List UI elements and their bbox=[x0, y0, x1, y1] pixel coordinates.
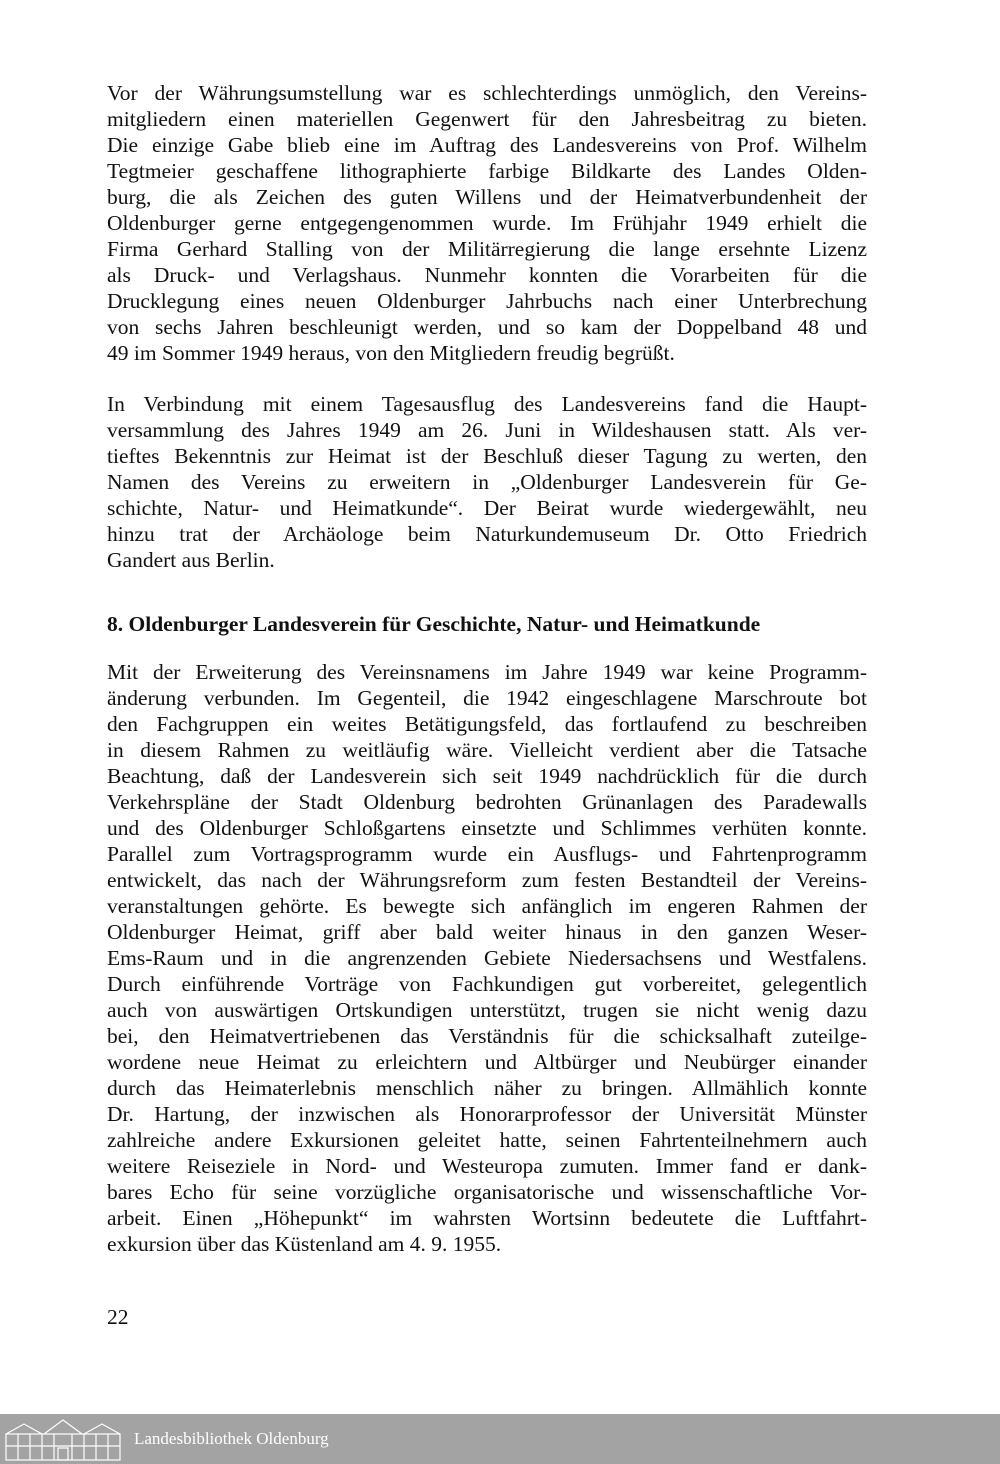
text-line: wordene neue Heimat zu erleichtern und Altbürger und Neubürger einander bbox=[107, 1050, 867, 1074]
text-line: bares Echo für seine vorzügliche organisatorische und wissenschaftliche Vor- bbox=[107, 1180, 867, 1204]
text-line: Die einzige Gabe blieb eine im Auftrag des Landesvereins von Prof. Wilhelm bbox=[107, 133, 867, 157]
text-line: Drucklegung eines neuen Oldenburger Jahrbuchs nach einer Unterbrechung bbox=[107, 289, 867, 313]
text-line: Firma Gerhard Stalling von der Militärregierung die lange ersehnte Lizenz bbox=[107, 237, 867, 261]
text-line: Parallel zum Vortragsprogramm wurde ein Ausflugs- und Fahrtenprogramm bbox=[107, 842, 867, 866]
text-line: exkursion über das Küstenland am 4. 9. 1955. bbox=[107, 1232, 502, 1256]
text-line: von sechs Jahren beschleunigt werden, und so kam der Doppelband 48 und bbox=[107, 315, 867, 339]
text-line: veranstaltungen gehörte. Es bewegte sich anfänglich im engeren Rahmen der bbox=[107, 894, 867, 918]
text-line: Durch einführende Vorträge von Fachkundigen gut vorbereitet, gelegentlich bbox=[107, 972, 867, 996]
text-line: Vor der Währungsumstellung war es schlechterdings unmöglich, den Vereins- bbox=[107, 81, 867, 105]
text-line: durch das Heimaterlebnis menschlich näher zu bringen. Allmählich konnte bbox=[107, 1076, 867, 1100]
text-line: bei, den Heimatvertriebenen das Verständnis für die schicksalhaft zuteilge- bbox=[107, 1024, 867, 1048]
text-line: Namen des Vereins zu erweitern in „Oldenburger Landesverein für Ge- bbox=[107, 470, 867, 494]
library-footer bbox=[0, 1414, 1000, 1464]
text-line: arbeit. Einen „Höhepunkt“ im wahrsten Wortsinn bedeutete die Luftfahrt- bbox=[107, 1206, 867, 1230]
text-line: zahlreiche andere Exkursionen geleitet hatte, seinen Fahrtenteilnehmern auch bbox=[107, 1128, 867, 1152]
text-line: In Verbindung mit einem Tagesausflug des Landesvereins fand die Haupt- bbox=[107, 392, 867, 416]
library-name: Landesbibliothek Oldenburg bbox=[134, 1429, 329, 1448]
text-line: änderung verbunden. Im Gegenteil, die 1942 eingeschlagene Marschroute bot bbox=[107, 686, 867, 710]
text-line: Oldenburger gerne entgegengenommen wurde. Im Frühjahr 1949 erhielt die bbox=[107, 211, 867, 235]
text-line: den Fachgruppen ein weites Betätigungsfeld, das fortlaufend zu beschreiben bbox=[107, 712, 867, 736]
section-heading: 8. Oldenburger Landesverein für Geschichte, Natur- und Heimatkunde bbox=[107, 612, 761, 636]
text-line: hinzu trat der Archäologe beim Naturkundemuseum Dr. Otto Friedrich bbox=[107, 522, 867, 546]
text-line: burg, die als Zeichen des guten Willens und der Heimatverbundenheit der bbox=[107, 185, 867, 209]
text-line: mitgliedern einen materiellen Gegenwert für den Jahresbeitrag zu bieten. bbox=[107, 107, 867, 131]
text-line: tieftes Bekenntnis zur Heimat ist der Beschluß dieser Tagung zu werten, den bbox=[107, 444, 867, 468]
text-line: Tegtmeier geschaffene lithographierte farbige Bildkarte des Landes Olden- bbox=[107, 159, 867, 183]
text-line: in diesem Rahmen zu weitläufig wäre. Vielleicht verdient aber die Tatsache bbox=[107, 738, 867, 762]
text-line: Oldenburger Heimat, griff aber bald weiter hinaus in den ganzen Weser- bbox=[107, 920, 867, 944]
text-line: Gandert aus Berlin. bbox=[107, 548, 275, 572]
text-line: Mit der Erweiterung des Vereinsnamens im Jahre 1949 war keine Programm- bbox=[107, 660, 867, 684]
text-line: 49 im Sommer 1949 heraus, von den Mitgliedern freudig begrüßt. bbox=[107, 341, 675, 365]
text-line: und des Oldenburger Schloßgartens einsetzte und Schlimmes verhüten konnte. bbox=[107, 816, 867, 840]
text-line: Dr. Hartung, der inzwischen als Honorarprofessor der Universität Münster bbox=[107, 1102, 867, 1126]
text-line: versammlung des Jahres 1949 am 26. Juni in Wildeshausen statt. Als ver- bbox=[107, 418, 867, 442]
text-line: entwickelt, das nach der Währungsreform zum festen Bestandteil der Vereins- bbox=[107, 868, 867, 892]
library-building-icon bbox=[2, 1416, 124, 1462]
text-line: Beachtung, daß der Landesverein sich seit 1949 nachdrücklich für die durch bbox=[107, 764, 867, 788]
text-line: Ems-Raum und in die angrenzenden Gebiete Niedersachsens und Westfalens. bbox=[107, 946, 867, 970]
text-line: schichte, Natur- und Heimatkunde“. Der Beirat wurde wiedergewählt, neu bbox=[107, 496, 867, 520]
page-number: 22 bbox=[107, 1305, 129, 1329]
text-line: als Druck- und Verlagshaus. Nunmehr konnten die Vorarbeiten für die bbox=[107, 263, 867, 287]
text-line: Verkehrspläne der Stadt Oldenburg bedrohten Grünanlagen des Paradewalls bbox=[107, 790, 867, 814]
text-line: weitere Reiseziele in Nord- und Westeuropa zumuten. Immer fand er dank- bbox=[107, 1154, 867, 1178]
text-line: auch von auswärtigen Ortskundigen unterstützt, trugen sie nicht wenig dazu bbox=[107, 998, 867, 1022]
